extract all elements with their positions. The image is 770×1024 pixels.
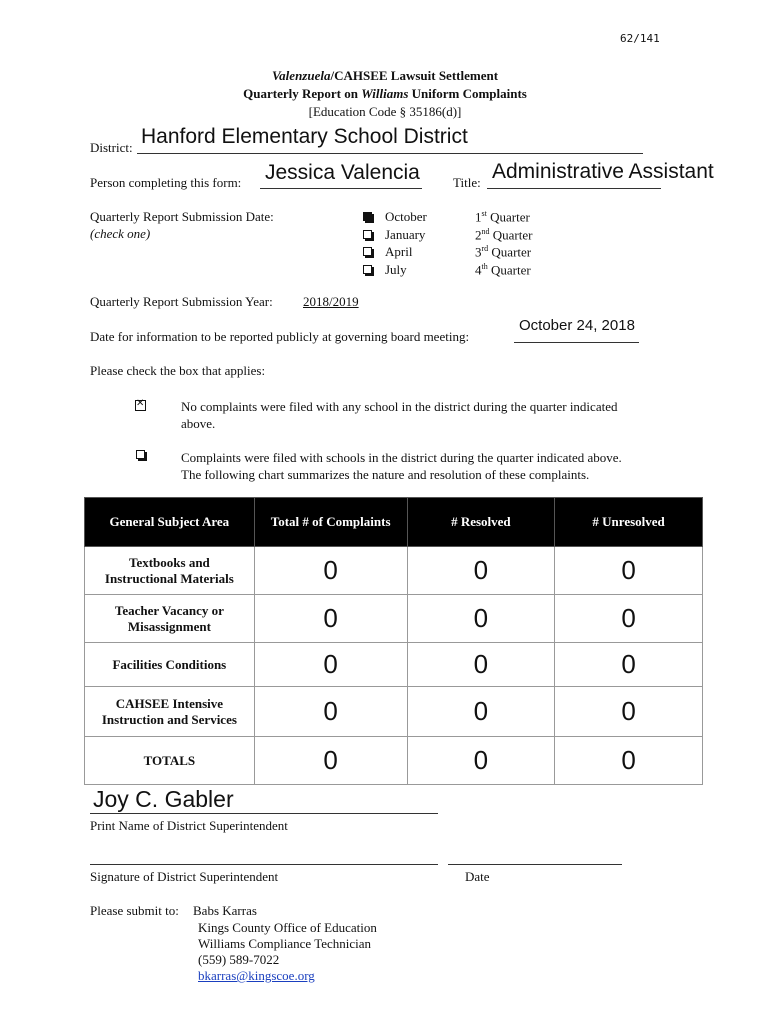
checkbox-icon[interactable] [363, 247, 372, 256]
option-quarter: 1st Quarter [475, 209, 530, 225]
document-title [0, 68, 770, 84]
row-unresolved[interactable]: 0 [555, 643, 703, 687]
submit-to-name: Babs Karras [193, 903, 257, 918]
row-area: Textbooks and Instructional Materials [85, 547, 255, 595]
row-unresolved[interactable]: 0 [555, 547, 703, 595]
document-subtitle [0, 86, 770, 102]
row-area: CAHSEE Intensive Instruction and Services [85, 687, 255, 737]
row-resolved[interactable]: 0 [407, 737, 555, 785]
submit-to-role: Williams Compliance Technician [198, 936, 372, 951]
option-month: January [385, 226, 426, 242]
year-label: Quarterly Report Submission Year: [90, 294, 273, 309]
district-label: District: [90, 140, 133, 155]
submit-to-label: Please submit to: [90, 903, 179, 918]
header-subject-area: General Subject Area [85, 498, 255, 547]
submit-to-phone: (559) 589-7022 [198, 952, 280, 967]
submit-to-email-link[interactable]: bkarras@kingscoe.org [198, 968, 315, 983]
board-meeting-field[interactable]: October 24, 2018 [519, 317, 635, 334]
title-italic: Valenzuela [271, 68, 331, 83]
title-field[interactable]: Administrative Assistant [492, 160, 714, 183]
subtitle-italic: Williams [361, 86, 409, 101]
date-label: Date [465, 869, 490, 884]
subtitle-pre: Quarterly Report on [243, 86, 362, 101]
row-resolved[interactable]: 0 [407, 687, 555, 737]
table-header-row [85, 498, 703, 547]
header-total: Total # of Complaints [254, 498, 407, 547]
option-quarter: 3rd Quarter [475, 244, 532, 260]
superintendent-name-label: Print Name of District Superintendent [90, 818, 288, 833]
row-unresolved[interactable]: 0 [555, 737, 703, 785]
table-row [85, 687, 703, 737]
row-area: Facilities Conditions [85, 643, 255, 687]
checkbox-checked-icon[interactable] [363, 212, 372, 221]
person-line [260, 188, 422, 189]
table-row-totals [85, 737, 703, 785]
person-label: Person completing this form: [90, 175, 242, 190]
checkbox-icon[interactable] [363, 230, 372, 239]
option-quarter: 4th Quarter [475, 261, 531, 277]
checkbox-icon[interactable] [136, 450, 145, 459]
education-code: [Education Code § 35186(d)] [308, 104, 462, 119]
row-resolved[interactable]: 0 [407, 643, 555, 687]
table-row [85, 595, 703, 643]
header-resolved: # Resolved [407, 498, 555, 547]
signature-label: Signature of District Superintendent [90, 869, 279, 884]
page-number: 62/141 [620, 32, 660, 45]
date-line[interactable] [448, 864, 622, 865]
board-meeting-label: Date for information to be reported publicly at governing board meeting: [90, 329, 470, 344]
row-area: Teacher Vacancy or Misassignment [85, 595, 255, 643]
checkbox-icon[interactable] [363, 265, 372, 274]
header-unresolved: # Unresolved [555, 498, 703, 547]
applies-prompt: Please check the box that applies: [90, 363, 266, 378]
person-field[interactable]: Jessica Valencia [265, 161, 420, 184]
row-resolved[interactable]: 0 [407, 547, 555, 595]
row-total[interactable]: 0 [254, 547, 407, 595]
row-resolved[interactable]: 0 [407, 595, 555, 643]
district-line [137, 153, 643, 154]
row-total[interactable]: 0 [254, 595, 407, 643]
title-line [487, 188, 661, 189]
complaints-filed-text: Complaints were filed with schools in the district during the quarter indicated above. The following chart summarizes the nature and resolution of these complaints. [181, 450, 622, 482]
row-total[interactable]: 0 [254, 643, 407, 687]
subtitle-post: Uniform Complaints [408, 86, 527, 101]
board-meeting-line [514, 342, 639, 343]
year-value[interactable]: 2018/2019 [303, 294, 359, 309]
superintendent-name-line [90, 813, 438, 814]
submission-hint: (check one) [90, 226, 151, 241]
submit-to-org: Kings County Office of Education [198, 920, 377, 935]
title-label: Title: [453, 175, 481, 190]
table-row [85, 547, 703, 595]
title-rest: /CAHSEE Lawsuit Settlement [330, 68, 499, 83]
row-unresolved[interactable]: 0 [555, 595, 703, 643]
option-quarter: 2nd Quarter [475, 226, 533, 242]
district-field[interactable]: Hanford Elementary School District [141, 125, 468, 148]
no-complaints-text: No complaints were filed with any school in the district during the quarter indicated above. [181, 399, 618, 431]
signature-line[interactable] [90, 864, 438, 865]
checkbox-x-icon[interactable] [135, 400, 146, 411]
row-total[interactable]: 0 [254, 687, 407, 737]
row-area: TOTALS [85, 737, 255, 785]
superintendent-name-field[interactable]: Joy C. Gabler [93, 786, 234, 812]
option-month: April [385, 244, 413, 259]
submission-label: Quarterly Report Submission Date: [90, 209, 274, 224]
row-total[interactable]: 0 [254, 737, 407, 785]
complaints-table [84, 497, 703, 785]
row-unresolved[interactable]: 0 [555, 687, 703, 737]
option-month: July [385, 261, 407, 277]
option-month: October [385, 209, 427, 224]
table-row [85, 643, 703, 687]
